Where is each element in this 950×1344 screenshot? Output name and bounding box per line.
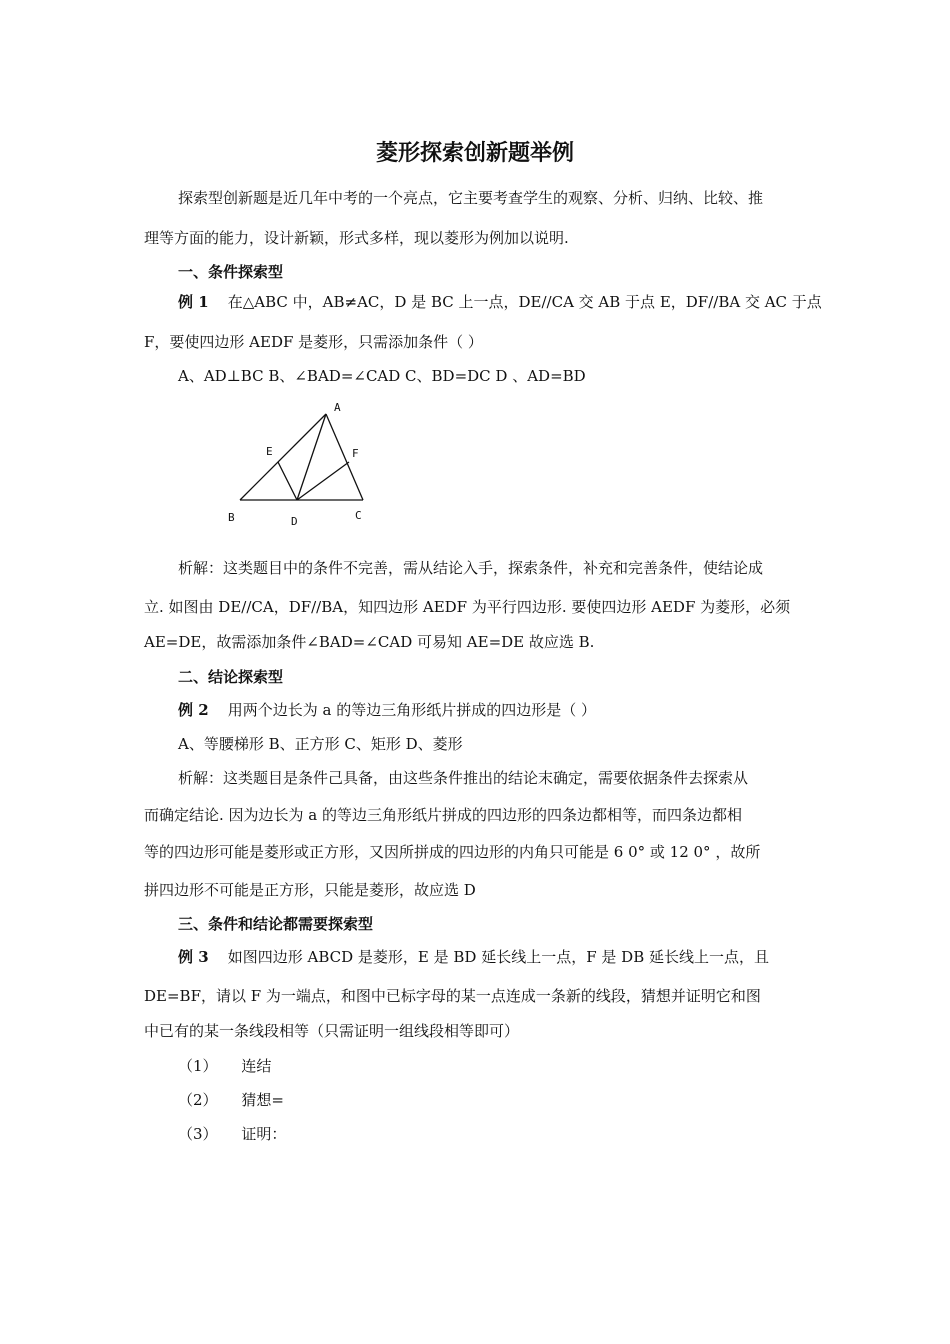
example2-question-text: 用两个边长为 a 的等边三角形纸片拼成的四边形是（ ） <box>227 701 596 719</box>
figure-label-c: C <box>355 509 362 522</box>
example1-label: 例 1 <box>178 293 209 311</box>
section2-heading: 二、结论探索型 <box>178 668 284 686</box>
item-number: （3） <box>178 1125 218 1143</box>
page-title: 菱形探索创新题举例 <box>375 141 574 166</box>
example3-label: 例 3 <box>178 948 209 966</box>
example1-question-line-2: F，要使四边形 AEDF 是菱形，只需添加条件（ ） <box>144 333 483 351</box>
figure-label-b: B <box>228 511 235 524</box>
example2-options: A、等腰梯形 B、正方形 C、矩形 D、菱形 <box>178 735 463 753</box>
item-text: 猜想= <box>241 1091 284 1109</box>
example1-question-line-1 <box>178 292 822 312</box>
example1-analysis-line-2: 立. 如图由 DE//CA，DF//BA，知四边形 AEDF 为平行四边形. 要使四边形 AEDF 为菱形，必须 <box>144 598 791 616</box>
section3-heading: 三、条件和结论都需要探索型 <box>178 915 374 933</box>
example3-item-1 <box>178 1056 271 1076</box>
triangle-figure <box>222 396 382 531</box>
figure-label-f: F <box>352 447 359 460</box>
example2-analysis-line-4: 拼四边形不可能是正方形，只能是菱形，故应选 D <box>144 881 476 899</box>
example3-question-text: 如图四边形 ABCD 是菱形，E 是 BD 延长线上一点，F 是 DB 延长线上一点，且 <box>227 948 769 966</box>
item-number: （2） <box>178 1091 218 1109</box>
example2-label: 例 2 <box>178 701 209 719</box>
example3-item-3 <box>178 1124 286 1144</box>
example1-analysis-line-3: AE=DE，故需添加条件∠BAD=∠CAD 可易知 AE=DE 故应选 B. <box>144 633 595 651</box>
item-text: 证明： <box>241 1125 287 1143</box>
example1-question-text: 在△ABC 中，AB≠AC，D 是 BC 上一点，DE//CA 交 AB 于点 E，DF//BA 交 AC 于点 <box>227 293 822 311</box>
section1-heading: 一、条件探索型 <box>178 263 284 281</box>
intro-line-1: 探索型创新题是近几年中考的一个亮点，它主要考查学生的观察、分析、归纳、比较、推 <box>178 189 764 207</box>
figure-label-e: E <box>266 445 273 458</box>
intro-line-2: 理等方面的能力，设计新颖，形式多样，现以菱形为例加以说明. <box>144 229 569 247</box>
example1-analysis-line-1: 析解：这类题目中的条件不完善，需从结论入手，探索条件，补充和完善条件，使结论成 <box>178 559 764 577</box>
item-text: 连结 <box>241 1057 272 1075</box>
example2-analysis-line-2: 而确定结论. 因为边长为 a 的等边三角形纸片拼成的四边形的四条边都相等，而四条边都相 <box>144 806 743 824</box>
example3-question-line-1 <box>178 947 769 967</box>
example2-analysis-line-1: 析解：这类题目是条件己具备，由这些条件推出的结论末确定，需要依据条件去探索从 <box>178 769 749 787</box>
example2-analysis-line-3: 等的四边形可能是菱形或正方形，又因所拼成的四边形的内角只可能是 6 0° 或 12 0° ，故所 <box>144 843 761 861</box>
example2-question-line-1 <box>178 700 596 720</box>
item-number: （1） <box>178 1057 218 1075</box>
example3-question-line-3: 中已有的某一条线段相等（只需证明一组线段相等即可） <box>144 1022 520 1040</box>
example1-options: A、AD⊥BC B、∠BAD=∠CAD C、BD=DC D 、AD=BD <box>178 367 586 385</box>
figure-label-a: A <box>334 401 341 414</box>
example3-item-2 <box>178 1090 284 1110</box>
example3-question-line-2: DE=BF，请以 F 为一端点，和图中已标字母的某一点连成一条新的线段，猜想并证明它和图 <box>144 987 761 1005</box>
figure-label-d: D <box>291 515 298 528</box>
